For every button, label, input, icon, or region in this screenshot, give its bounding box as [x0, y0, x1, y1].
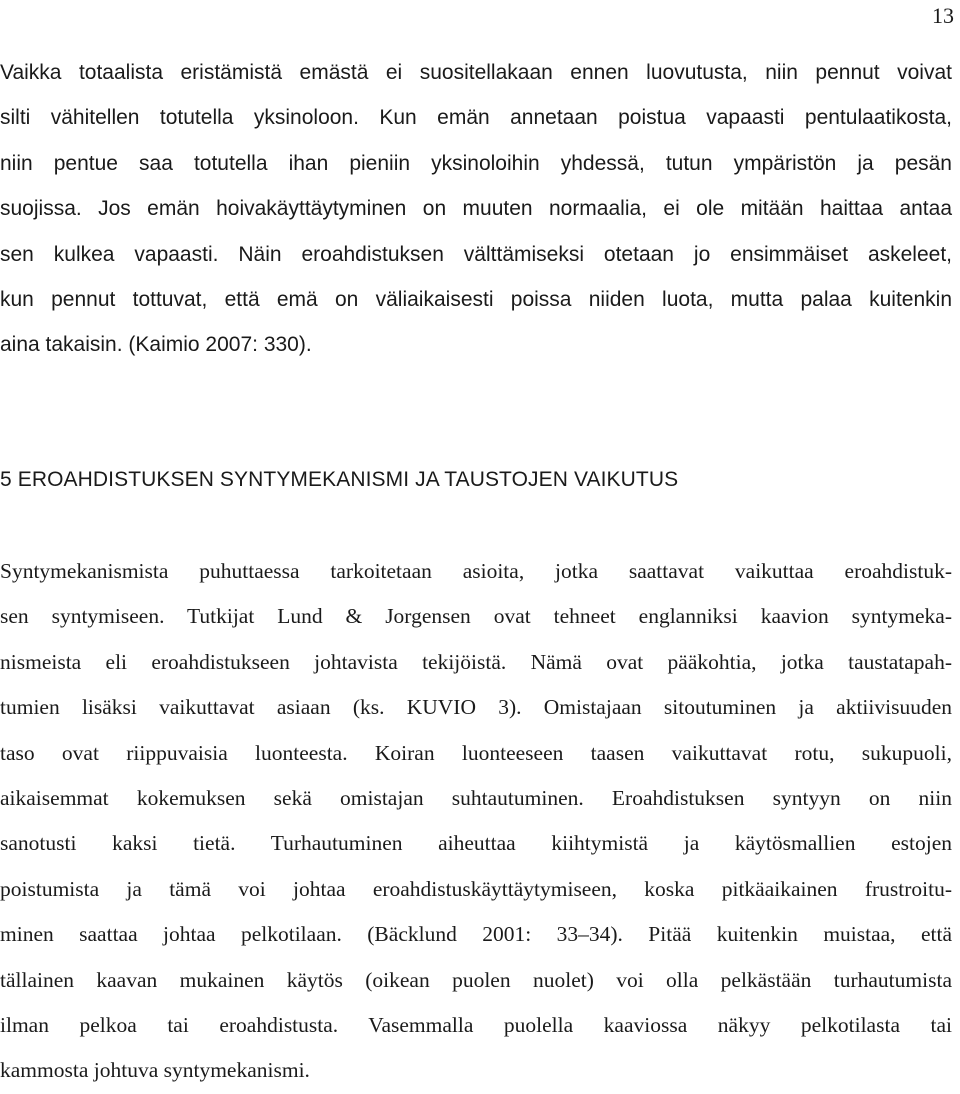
text-line: silti vähitellen totutella yksinoloon. Kun emän annetaan poistua vapaasti pentulaatikosta, [0, 106, 952, 130]
text-line: tumien lisäksi vaikuttavat asiaan (ks. KUVIO 3). Omistajaan sitoutuminen ja aktiivisuuden [0, 695, 952, 720]
text-line: tällainen kaavan mukainen käytös (oikean puolen nuolet) voi olla pelkästään turhautumista [0, 967, 952, 992]
text-line: suojissa. Jos emän hoivakäyttäytyminen on muuten normaalia, ei ole mitään haittaa antaa [0, 197, 952, 221]
text-line: nismeista eli eroahdistukseen johtavista tekijöistä. Nämä ovat pääkohtia, jotka taustatapah- [0, 649, 952, 674]
page-number: 13 [932, 3, 954, 28]
text-line: poistumista ja tämä voi johtaa eroahdistuskäyttäytymiseen, koska pitkäaikainen frustroitu- [0, 876, 952, 901]
text-line: niin pentue saa totutella ihan pieniin yksinoloihin yhdessä, tutun ympäristön ja pesän [0, 151, 952, 175]
text-line: sen kulkea vapaasti. Näin eroahdistuksen välttämiseksi otetaan jo ensimmäiset askeleet, [0, 242, 952, 266]
text-line: taso ovat riippuvaisia luonteesta. Koiran luonteeseen taasen vaikuttavat rotu, sukupuoli, [0, 740, 952, 765]
text-line: Syntymekanismista puhuttaessa tarkoitetaan asioita, jotka saattavat vaikuttaa eroahdistuk- [0, 559, 952, 583]
section-title: 5 EROAHDISTUKSEN SYNTYMEKANISMI JA TAUSTOJEN VAIKUTUS [0, 468, 679, 491]
paragraph-kaimio [0, 50, 952, 368]
text-line: kun pennut tottuvat, että emä on väliaikaisesti poissa niiden luota, mutta palaa kuitenkin [0, 287, 952, 311]
text-line: ilman pelkoa tai eroahdistusta. Vasemmalla puolella kaaviossa näkyy pelkotilasta tai [0, 1012, 952, 1037]
text-line: sen syntymiseen. Tutkijat Lund & Jorgensen ovat tehneet englanniksi kaavion syntymeka- [0, 604, 952, 629]
section-heading [0, 457, 952, 502]
text-line: minen saattaa johtaa pelkotilaan. (Bäcklund 2001: 33–34). Pitää kuitenkin muistaa, että [0, 922, 952, 947]
text-line: aina takaisin. (Kaimio 2007: 330). [0, 333, 312, 357]
text-line: Vaikka totaalista eristämistä emästä ei suositellakaan ennen luovutusta, niin pennut voivat [0, 61, 952, 84]
text-line: aikaisemmat kokemuksen sekä omistajan suhtautuminen. Eroahdistuksen syntyyn on niin [0, 785, 952, 810]
text-line: sanotusti kaksi tietä. Turhautuminen aiheuttaa kiihtymistä ja käytösmallien estojen [0, 831, 952, 856]
text-line: kammosta johtuva syntymekanismi. [0, 1058, 310, 1083]
paragraph-syntymekanismi [0, 549, 952, 1094]
